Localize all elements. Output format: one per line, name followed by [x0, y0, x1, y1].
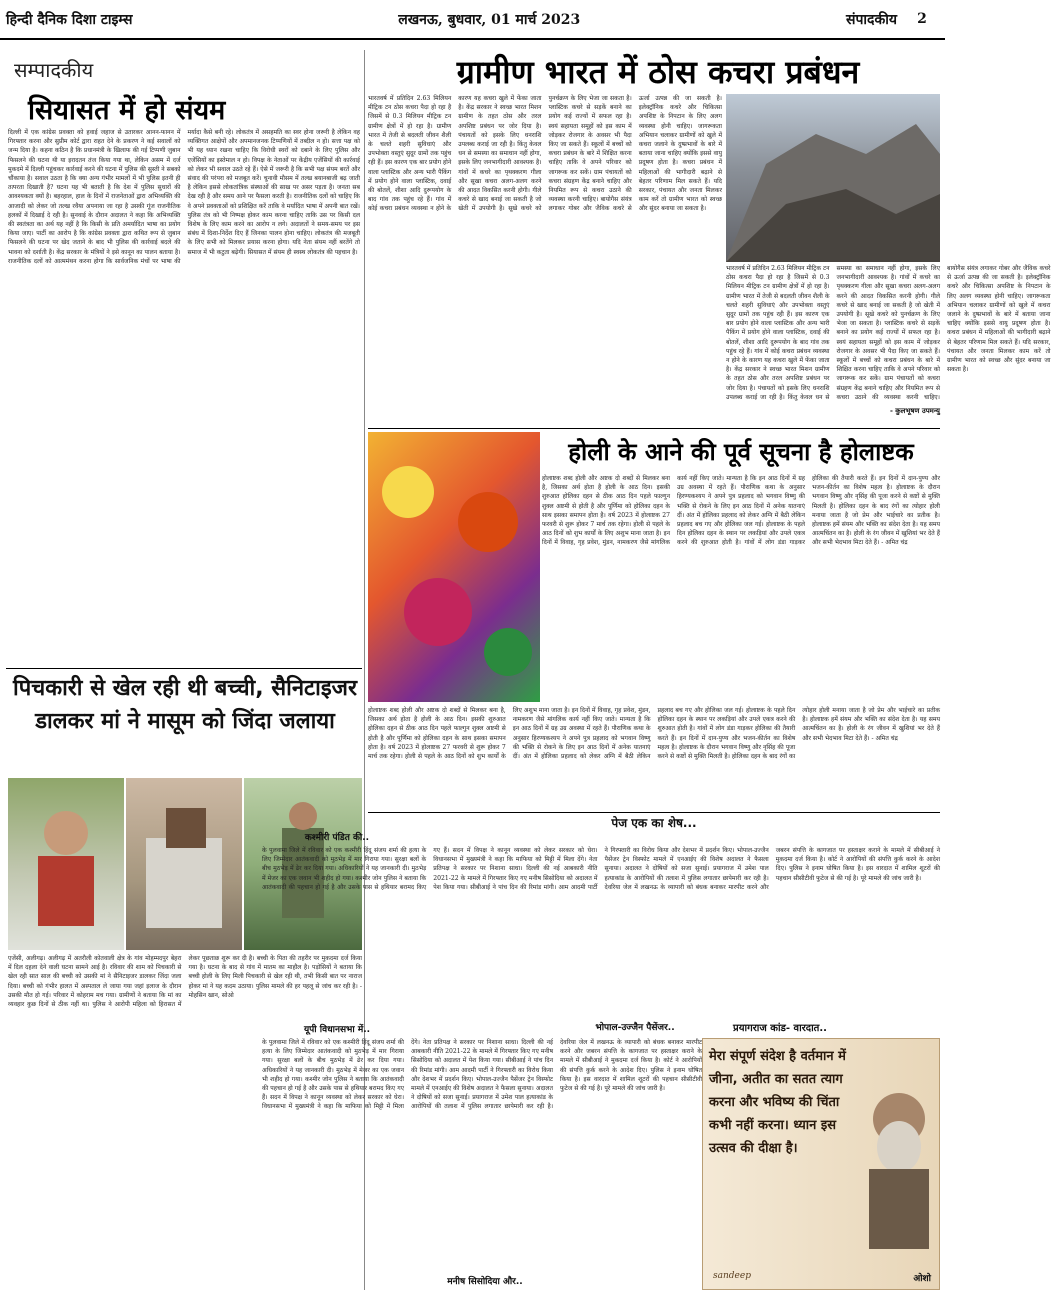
continued-title: पेज एक का शेष...	[611, 816, 697, 830]
sub-up-vidhansabha: यूपी विधानसभा में..	[303, 1025, 371, 1035]
quote-text: मेरा संपूर्ण संदेश है वर्तमान में जीना, अतीत का सतत त्याग करना और भविष्य की चिंता कभी नहीं करना। ध्यान इस उत्सव की दीक्षा है।	[709, 1049, 846, 1156]
masthead	[0, 0, 945, 40]
section-box	[846, 2, 939, 36]
sub-kashmiri: कश्मीरी पंडित की..	[304, 833, 370, 843]
quote-box	[702, 1038, 940, 1290]
story3-body-b: भारतवर्ष में प्रतिदिन 2.63 मिलियन मीट्रिक टन ठोस कचरा पैदा हो रहा है जिसमें से 0.3 मिलियन मीट्रिक टन ग्रामीण क्षेत्रों में हो रहा है। ग्रामीण भारत में तेजी से बदलती जीवन शैली के चलते शहरी सुविधाएं और उपभोक्ता वस्तुएं सुदूर ग्रामों तक पहुंच रही हैं। इस कारण एक बार प्रयोग होने वाला प्लास्टिक और अन्य भारी पैकिंग में प्रयोग होने वाला प्लास्टिक, दवाई की बोतलें, शीशा आदि दुरूपयोग के बाद गांव तक पहुंच रहे हैं। गांव में कोई कचरा प्रबंधन व्यवस्था न होने के कारण यह कचरा खुले में फेंका जाता है। केंद्र सरकार ने स्वच्छ भारत मिशन ग्रामीण के तहत ठोस और तरल अपशिष्ट प्रबंधन पर जोर दिया है। पंचायतों को इसके लिए धनराशि उपलब्ध कराई जा रही है। किंतु केवल धन से समस्या का समाधान नहीं होगा, इसके लिए जनभागीदारी आवश्यक है। गांवों में कचरे का पृथक्करण गीला और सूखा कचरा अलग-अलग करने की आदत विकसित करनी होगी। गीले कचरे से खाद बनाई जा सकती है जो खेती में उपयोगी है। सूखे कचरे को पुनर्चक्रण के लिए भेजा जा सकता है। प्लास्टिक कचरे से सड़कें बनाने का प्रयोग कई राज्यों में सफल रहा है। स्वयं सहायता समूहों को इस काम में जोड़कर रोजगार के अवसर भी पैदा किए जा सकते हैं। स्कूलों में बच्चों को कचरा प्रबंधन के बारे में शिक्षित करना चाहिए ताकि वे अपने परिवार को जागरूक कर सकें। ग्राम पंचायतों को कचरा संग्रहण केंद्र बनाने चाहिए और नियमित रूप से कचरा उठाने की व्यवस्था करनी चाहिए। बायोगैस संयंत्र लगाकर गोबर और जैविक कचरे से ऊर्जा उत्पन्न की जा सकती है। इलेक्ट्रॉनिक कचरे और चिकित्सा अपशिष्ट के निपटान के लिए अलग व्यवस्था होनी चाहिए। जागरूकता अभियान चलाकर ग्रामीणों को खुले में कचरा जलाने के दुष्प्रभावों के बारे में बताया जाना चाहिए क्योंकि इससे वायु प्रदूषण होता है। कचरा प्रबंधन में महिलाओं की भागीदारी बढ़ाने से बेहतर परिणाम मिल सकते हैं। यदि सरकार, पंचायत और जनता मिलकर काम करें तो ग्रामीण भारत को स्वच्छ और सुंदर बनाया जा सकता है।	[726, 265, 1051, 401]
story2-title: पिचकारी से खेल रही थी बच्ची, सैनिटाइजर डालकर मां ने मासूम को जिंदा जलाया	[13, 676, 357, 734]
photo-holi-collage	[368, 432, 540, 702]
divider	[368, 812, 940, 813]
photo-scene	[126, 778, 242, 950]
story4-title: होली के आने की पूर्व सूचना है होलाष्टक	[568, 438, 914, 466]
sub-bhopal: भोपाल-उज्जैन पैसेंजर..	[595, 1023, 675, 1033]
divider	[368, 428, 940, 429]
sub-manish: मनीष सिसोदिया और..	[447, 1277, 523, 1287]
continued-body-b: के पुलवामा जिले में रविवार को एक कश्मीरी हिंदू संजय शर्मा की हत्या के लिए जिम्मेदार आतंकवादी को मुठभेड़ में मार गिराया गया। सुरक्षा बलों के बीच मुठभेड़ में ढेर कर दिया गया। अधिकारियों ने यह जानकारी दी। मुठभेड़ में मेजर का एक जवान भी शहीद हो गया। कश्मीर जोन पुलिस ने बताया कि आतंकवादी की पहचान हो गई है और उसके पास से हथियार बरामद किए गए हैं। सदन में विपक्ष ने कानून व्यवस्था को लेकर सरकार को घेरा। विधानसभा में मुख्यमंत्री ने कहा कि माफिया को मिट्टी में मिला देंगे। नेता प्रतिपक्ष ने सरकार पर निशाना साधा। दिल्ली की नई आबकारी नीति 2021-22 के मामले में गिरफ्तार किए गए मनीष सिसोदिया को अदालत में पेश किया गया। सीबीआई ने पांच दिन की रिमांड मांगी। आम आदमी पार्टी ने गिरफ्तारी का विरोध किया और देशभर में प्रदर्शन किए। भोपाल-उज्जैन पैसेंजर ट्रेन विस्फोट मामले में एनआईए की विशेष अदालत ने फैसला सुनाया। अदालत ने दोषियों को सजा सुनाई। प्रयागराज में उमेश पाल हत्याकांड के आरोपियों की तलाश में पुलिस लगातार छापेमारी कर रही है। देवरिया जेल में लखनऊ के व्यापारी को बंधक बनाकर मारपीट करने और जबरन संपत्ति के कागजात पर हस्ताक्षर कराने के मामले में सीबीआई ने मुकदमा दर्ज किया है। कोर्ट ने आरोपियों की संपत्ति कुर्क करने के आदेश दिए। पुलिस ने इनाम घोषित किया है। इस वारदात में शामिल शूटरों की पहचान सीसीटीवी फुटेज से की गई है। पूरे मामले की जांच जारी है।	[262, 1039, 702, 1111]
editorial-label: सम्पादकीय	[14, 58, 94, 82]
story4-body-a: होलाष्टक शब्द होली और अष्टक दो शब्दों से मिलकर बना है, जिसका अर्थ होता है होली के आठ दिन। इसकी शुरुआत होलिका दहन से ठीक आठ दिन पहले फाल्गुन शुक्ल अष्टमी से होती है और पूर्णिमा को होलिका दहन के साथ इसका समापन होता है। वर्ष 2023 में होलाष्टक 27 फरवरी से शुरू होकर 7 मार्च तक रहेगा। होली से पहले के आठ दिनों को शुभ कार्यों के लिए अशुभ माना जाता है। इन दिनों में विवाह, गृह प्रवेश, मुंडन, नामकरण जैसे मांगलिक कार्य नहीं किए जाते। मान्यता है कि इन आठ दिनों में ग्रह उग्र अवस्था में रहते हैं। पौराणिक कथा के अनुसार हिरण्यकश्यप ने अपने पुत्र प्रहलाद को भगवान विष्णु की भक्ति से रोकने के लिए इन आठ दिनों में अनेक यातनाएं दीं। अंत में होलिका प्रहलाद को लेकर अग्नि में बैठी लेकिन प्रहलाद बच गए और होलिका जल गई। होलाष्टक के पहले दिन होलिका दहन के स्थान पर लकड़ियां और उपले एकत्र करने की शुरुआत होती है। गांवों में लोग डंडा गाड़कर होलिका की तैयारी करते हैं। इन दिनों में दान-पुण्य और भजन-कीर्तन का विशेष महत्व है। होलाष्टक के दौरान भगवान विष्णु और नृसिंह की पूजा करने से कष्टों से मुक्ति मिलती है। होलिका दहन के बाद रंगों का त्योहार होली मनाया जाता है जो प्रेम और भाईचारे का प्रतीक है। होलाष्टक हमें संयम और भक्ति का संदेश देता है। यह समय आत्मचिंतन का है। होली के रंग जीवन में खुशियां भर देते हैं और सभी भेदभाव मिटा देते हैं। - अमित चंद्र	[542, 475, 940, 547]
quote-author: ओशो	[913, 1274, 931, 1284]
artist-signature: sandeep	[713, 1271, 751, 1281]
photo-garbage-dump	[726, 94, 940, 262]
continued-body-a: के पुलवामा जिले में रविवार को एक कश्मीरी हिंदू संजय शर्मा की हत्या के लिए जिम्मेदार आतंकवादी को मुठभेड़ में मार गिराया गया। सुरक्षा बलों के बीच मुठभेड़ में ढेर कर दिया गया। अधिकारियों ने यह जानकारी दी। मुठभेड़ में मेजर का एक जवान भी शहीद हो गया। कश्मीर जोन पुलिस ने बताया कि आतंकवादी की पहचान हो गई है और उसके पास से हथियार बरामद किए गए हैं। सदन में विपक्ष ने कानून व्यवस्था को लेकर सरकार को घेरा। विधानसभा में मुख्यमंत्री ने कहा कि माफिया को मिट्टी में मिला देंगे। नेता प्रतिपक्ष ने सरकार पर निशाना साधा। दिल्ली की नई आबकारी नीति 2021-22 के मामले में गिरफ्तार किए गए मनीष सिसोदिया को अदालत में पेश किया गया। सीबीआई ने पांच दिन की रिमांड मांगी। आम आदमी पार्टी ने गिरफ्तारी का विरोध किया और देशभर में प्रदर्शन किए। भोपाल-उज्जैन पैसेंजर ट्रेन विस्फोट मामले में एनआईए की विशेष अदालत ने फैसला सुनाया। अदालत ने दोषियों को सजा सुनाई। प्रयागराज में उमेश पाल हत्याकांड के आरोपियों की तलाश में पुलिस लगातार छापेमारी कर रही है। देवरिया जेल में लखनऊ के व्यापारी को बंधक बनाकर मारपीट करने और जबरन संपत्ति के कागजात पर हस्ताक्षर कराने के मामले में सीबीआई ने मुकदमा दर्ज किया है। कोर्ट ने आरोपियों की संपत्ति कुर्क करने के आदेश दिए। पुलिस ने इनाम घोषित किया है। इस वारदात में शामिल शूटरों की पहचान सीसीटीवी फुटेज से की गई है। पूरे मामले की जांच जारी है।	[262, 847, 940, 891]
section-label: संपादकीय	[846, 11, 897, 28]
story4-body-b: होलाष्टक शब्द होली और अष्टक दो शब्दों से मिलकर बना है, जिसका अर्थ होता है होली के आठ दिन। इसकी शुरुआत होलिका दहन से ठीक आठ दिन पहले फाल्गुन शुक्ल अष्टमी से होती है और पूर्णिमा को होलिका दहन के साथ इसका समापन होता है। वर्ष 2023 में होलाष्टक 27 फरवरी से शुरू होकर 7 मार्च तक रहेगा। होली से पहले के आठ दिनों को शुभ कार्यों के लिए अशुभ माना जाता है। इन दिनों में विवाह, गृह प्रवेश, मुंडन, नामकरण जैसे मांगलिक कार्य नहीं किए जाते। मान्यता है कि इन आठ दिनों में ग्रह उग्र अवस्था में रहते हैं। पौराणिक कथा के अनुसार हिरण्यकश्यप ने अपने पुत्र प्रहलाद को भगवान विष्णु की भक्ति से रोकने के लिए इन आठ दिनों में अनेक यातनाएं दीं। अंत में होलिका प्रहलाद को लेकर अग्नि में बैठी लेकिन प्रहलाद बच गए और होलिका जल गई। होलाष्टक के पहले दिन होलिका दहन के स्थान पर लकड़ियां और उपले एकत्र करने की शुरुआत होती है। गांवों में लोग डंडा गाड़कर होलिका की तैयारी करते हैं। इन दिनों में दान-पुण्य और भजन-कीर्तन का विशेष महत्व है। होलाष्टक के दौरान भगवान विष्णु और नृसिंह की पूजा करने से कष्टों से मुक्ति मिलती है। होलिका दहन के बाद रंगों का त्योहार होली मनाया जाता है जो प्रेम और भाईचारे का प्रतीक है। होलाष्टक हमें संयम और भक्ति का संदेश देता है। यह समय आत्मचिंतन का है। होली के रंग जीवन में खुशियां भर देते हैं और सभी भेदभाव मिटा देते हैं। - अमित चंद्र	[368, 707, 940, 761]
divider	[6, 668, 362, 669]
editorial-title: सियासत में हो संयम	[28, 95, 226, 126]
photo-child	[8, 778, 124, 950]
editorial-body: दिल्ली में एक कांग्रेस प्रवक्ता को हवाई जहाज से उतारकर आनन-फानन में गिरफ्तार करना और सुप्रीम कोर्ट द्वारा राहत देने के प्रकरण ने कई सवालों को जन्म दिया है। कहना कठिन है कि प्रधानमंत्री के खिलाफ की गई टिप्पणी जुबान फिसलने की घटना थी या इरादतन तंज किया गया था, लेकिन असम में दर्ज मुकदमे में दिल्ली पहुंचकर कार्रवाई करने की घटना में पुलिस की सुस्ती ने सबको चौंकाया है। सवाल उठता है कि क्या अन्य गंभीर मामलों में भी पुलिस इतनी ही तत्परता दिखाती है? घटना यह भी बताती है कि देश में पुलिस सुधारों की आवश्यकता क्यों है। बहरहाल, हाल के दिनों में राजनेताओं द्वारा अभिव्यक्ति की आजादी को लेकर जो तल्ख रवैया अपनाया जा रहा है उसकी गूंज राजनीतिक हलकों में दिखाई दे रही है। सुनवाई के दौरान अदालत ने कहा कि अभिव्यक्ति की स्वतंत्रता का अर्थ यह नहीं है कि किसी के प्रति अमर्यादित भाषा का प्रयोग किया जाए। पार्टी का आरोप है कि कांग्रेस प्रवक्ता द्वारा कथित रूप से जुबान फिसलने की घटना पर खेद जताने के बाद भी पुलिस की कार्रवाई बदले की भावना को दर्शाती है। केंद्र सरकार के मंत्रियों ने इसे कानून का पालन बताया है। राजनीतिक दलों को आत्ममंथन करना होगा कि सार्वजनिक मंचों पर भाषा की मर्यादा कैसे बनी रहे। लोकतंत्र में असहमति का स्वर होना जरूरी है लेकिन वह व्यक्तिगत आक्षेपों और अपमानजनक टिप्पणियों में तब्दील न हो। सत्ता पक्ष को भी यह ध्यान रखना चाहिए कि विरोधी स्वरों को दबाने के लिए पुलिस और एजेंसियों का इस्तेमाल न हो। विपक्ष के नेताओं पर केंद्रीय एजेंसियों की कार्रवाई को लेकर भी सवाल उठते रहे हैं। ऐसे में जरूरी है कि सभी पक्ष संयम बरतें और संवाद की परंपरा को मजबूत करें। चुनावी मौसम में तल्ख बयानबाजी बढ़ जाती है लेकिन इससे लोकतांत्रिक संस्थाओं की साख पर असर पड़ता है। जनता सब देख रही है और समय आने पर फैसला करती है। राजनीतिक दलों को चाहिए कि वे अपने प्रवक्ताओं को प्रशिक्षित करें ताकि वे मर्यादित भाषा में अपनी बात रखें। पुलिस तंत्र को भी निष्पक्ष होकर काम करना चाहिए ताकि उस पर किसी दल विशेष के लिए काम करने का आरोप न लगे। अदालतों ने समय-समय पर इस संबंध में दिशा-निर्देश दिए हैं जिनका पालन होना चाहिए। लोकतंत्र की मजबूती के लिए सभी को मिलकर प्रयास करना होगा। यदि नेता संयम नहीं बरतेंगे तो समाज में भी कटुता बढ़ेगी। सियासत में संयम ही स्वस्थ लोकतंत्र की पहचान है।	[8, 129, 360, 265]
story3-byline: - कुलभूषण उपमन्यु	[889, 406, 940, 415]
story3-title: ग्रामीण भारत में ठोस कचरा प्रबंधन	[456, 53, 860, 91]
story2-body: एजेंसी, अलीगढ़। अलीगढ़ में अतरौली कोतवाली क्षेत्र के गांव मोहम्मदपुर बेहरा में दिल दहला देने वाली घटना सामने आई है। रविवार की शाम को पिचकारी से खेल रही सात साल की बच्ची को उसकी मां ने सैनिटाइजर डालकर जिंदा जला दिया। बच्ची को गंभीर हालत में अस्पताल ले जाया गया जहां इलाज के दौरान उसकी मौत हो गई। परिवार में कोहराम मच गया। ग्रामीणों ने बताया कि मां का व्यवहार कुछ दिनों से ठीक नहीं था। पुलिस ने आरोपी महिला को हिरासत में लेकर पूछताछ शुरू कर दी है। बच्ची के पिता की तहरीर पर मुकदमा दर्ज किया गया है। घटना के बाद से गांव में मातम का माहौल है। पड़ोसियों ने बताया कि बच्ची होली के लिए मिली पिचकारी से खेल रही थी, तभी किसी बात पर नाराज होकर मां ने यह कदम उठाया। पुलिस मामले की हर पहलू से जांच कर रही है। - मोहसिन खान, सोओ	[8, 955, 362, 1009]
paper-name: हिन्दी दैनिक दिशा टाइम्स	[6, 11, 133, 28]
story3-body-a: भारतवर्ष में प्रतिदिन 2.63 मिलियन मीट्रिक टन ठोस कचरा पैदा हो रहा है जिसमें से 0.3 मिलियन मीट्रिक टन ग्रामीण क्षेत्रों में हो रहा है। ग्रामीण भारत में तेजी से बदलती जीवन शैली के चलते शहरी सुविधाएं और उपभोक्ता वस्तुएं सुदूर ग्रामों तक पहुंच रही हैं। इस कारण एक बार प्रयोग होने वाला प्लास्टिक और अन्य भारी पैकिंग में प्रयोग होने वाला प्लास्टिक, दवाई की बोतलें, शीशा आदि दुरूपयोग के बाद गांव तक पहुंच रहे हैं। गांव में कोई कचरा प्रबंधन व्यवस्था न होने के कारण यह कचरा खुले में फेंका जाता है। केंद्र सरकार ने स्वच्छ भारत मिशन ग्रामीण के तहत ठोस और तरल अपशिष्ट प्रबंधन पर जोर दिया है। पंचायतों को इसके लिए धनराशि उपलब्ध कराई जा रही है। किंतु केवल धन से समस्या का समाधान नहीं होगा, इसके लिए जनभागीदारी आवश्यक है। गांवों में कचरे का पृथक्करण गीला और सूखा कचरा अलग-अलग करने की आदत विकसित करनी होगी। गीले कचरे से खाद बनाई जा सकती है जो खेती में उपयोगी है। सूखे कचरे को पुनर्चक्रण के लिए भेजा जा सकता है। प्लास्टिक कचरे से सड़कें बनाने का प्रयोग कई राज्यों में सफल रहा है। स्वयं सहायता समूहों को इस काम में जोड़कर रोजगार के अवसर भी पैदा किए जा सकते हैं। स्कूलों में बच्चों को कचरा प्रबंधन के बारे में शिक्षित करना चाहिए ताकि वे अपने परिवार को जागरूक कर सकें। ग्राम पंचायतों को कचरा संग्रहण केंद्र बनाने चाहिए और नियमित रूप से कचरा उठाने की व्यवस्था करनी चाहिए। बायोगैस संयंत्र लगाकर गोबर और जैविक कचरे से ऊर्जा उत्पन्न की जा सकती है। इलेक्ट्रॉनिक कचरे और चिकित्सा अपशिष्ट के निपटान के लिए अलग व्यवस्था होनी चाहिए। जागरूकता अभियान चलाकर ग्रामीणों को खुले में कचरा जलाने के दुष्प्रभावों के बारे में बताया जाना चाहिए क्योंकि इससे वायु प्रदूषण होता है। कचरा प्रबंधन में महिलाओं की भागीदारी बढ़ाने से बेहतर परिणाम मिल सकते हैं। यदि सरकार, पंचायत और जनता मिलकर काम करें तो ग्रामीण भारत को स्वच्छ और सुंदर बनाया जा सकता है।	[368, 95, 722, 213]
osho-portrait	[861, 1069, 937, 1249]
city-date: लखनऊ, बुधवार, 01 मार्च 2023	[398, 11, 581, 28]
sub-prayagraj: प्रयागराज कांड- वारदात..	[733, 1023, 827, 1034]
page-number: 2	[917, 11, 927, 27]
